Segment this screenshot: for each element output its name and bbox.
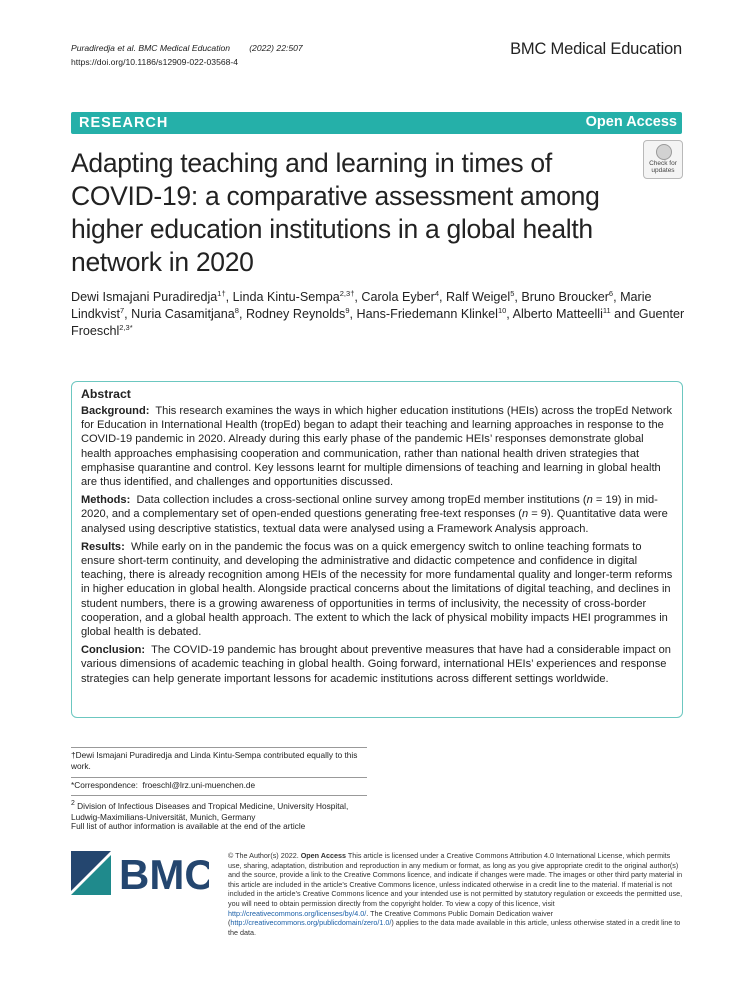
author-affiliation: 11 bbox=[602, 305, 611, 315]
author-name: Marie Lindkvist bbox=[71, 290, 652, 321]
abstract-heading: Abstract bbox=[81, 387, 131, 401]
article-type-banner bbox=[71, 112, 682, 134]
author-affiliation: 2,3* bbox=[119, 322, 133, 332]
footnote-divider bbox=[71, 777, 367, 778]
author-name: Ralf Weigel bbox=[446, 290, 511, 304]
affiliation-number: 2 bbox=[71, 800, 75, 807]
check-updates-icon bbox=[656, 144, 672, 160]
results-label: Results: bbox=[81, 540, 125, 553]
author-affiliation: 8 bbox=[234, 305, 239, 315]
methods-label: Methods: bbox=[81, 494, 131, 507]
check-updates-line1: Check for bbox=[649, 160, 677, 167]
license-text-b: . The Creative Commons Public Domain Dedication waiver ( bbox=[228, 908, 554, 928]
correspondence-label: *Correspondence: bbox=[71, 780, 138, 790]
contribution-footnote: †Dewi Ismajani Puradiredja and Linda Kintu-Sempa contributed equally to this work. bbox=[71, 750, 358, 771]
citation-year-volume: (2022) 22:507 bbox=[249, 43, 303, 53]
public-domain-link[interactable]: http://creativecommons.org/publicdomain/zero/1.0/ bbox=[230, 918, 392, 928]
check-updates-line2: updates bbox=[651, 167, 675, 174]
author-affiliation: 6 bbox=[608, 288, 614, 298]
copyright-text: © The Author(s) 2022. bbox=[228, 851, 299, 860]
author-name: Rodney Reynolds bbox=[245, 307, 346, 321]
conclusion-text: The COVID-19 pandemic has brought about preventive measures that have had a considerable impact on various dimensions of academic teaching in global health. Going forward, international HEIs’ experiences and response strategies can help generate important lessons for academic institutions across different settings worldwide. bbox=[81, 644, 671, 685]
license-link[interactable]: http://creativecommons.org/licenses/by/4.0/ bbox=[228, 908, 367, 918]
affiliation-footnote bbox=[71, 798, 361, 823]
author-affiliation: 4 bbox=[434, 288, 440, 298]
author-affiliation: 2,3† bbox=[339, 288, 355, 298]
check-for-updates-badge[interactable] bbox=[643, 140, 683, 179]
author-name: Nuria Casamitjana bbox=[131, 307, 235, 321]
background-label: Background: bbox=[81, 405, 150, 417]
methods-text: = 19) in mid-2020, and a complementary set of open-ended questions generating free-text responses ( bbox=[81, 494, 658, 521]
abstract-background bbox=[81, 404, 673, 489]
author-name: Alberto Matteelli bbox=[512, 307, 603, 321]
footnote-divider bbox=[71, 747, 367, 748]
results-text: While early on in the pandemic the focus was on a quick emergency switch to online teaching formats to ensure short-term continuity, and developing the administrative and didactic competence and confidence in digital teaching, there is already recognition among HEIs of the necessity for more fundamental quality and longer-term reforms in higher education in global health. Alongside practical concerns about the limitations of digital teaching, and declines in student numbers, there is a growing awareness of opportunities in terms of inclusivity, the necessity of cross-border cooperation, and a global health approach. The extent to which the lack of physical mobility impacts HEI programmes in global health is debated. bbox=[81, 540, 673, 639]
article-type-label: RESEARCH bbox=[79, 115, 169, 131]
author-name: Carola Eyber bbox=[361, 290, 435, 304]
citation-header bbox=[71, 41, 303, 69]
author-name: Guenter Froeschl bbox=[71, 307, 685, 338]
bmc-logo-graphic bbox=[71, 851, 209, 895]
abstract-methods bbox=[81, 493, 673, 536]
footnote-divider bbox=[71, 795, 367, 796]
license-text-c: ) applies to the data made available in this article, unless otherwise stated in a credit line to the data. bbox=[228, 918, 681, 937]
open-access-label: Open Access bbox=[585, 114, 677, 130]
author-info-note: Full list of author information is available at the end of the article bbox=[71, 821, 306, 831]
bmc-logo bbox=[71, 851, 209, 895]
affiliation-text: Division of Infectious Diseases and Tropical Medicine, University Hospital, Ludwig-Maximilians-Universität, Munich, Germany bbox=[71, 800, 349, 822]
license-oa-label: Open Access bbox=[300, 851, 346, 860]
abstract-box bbox=[71, 381, 683, 718]
background-text: This research examines the ways in which higher education institutions (HEIs) across the tropEd Network for Education in International Health (tropEd) began to adapt their teaching and learning approaches in response to the COVID-19 pandemic in 2020. Already during this early phase of the pandemic HEIs’ responses demonstrate global health approaches emphasising cooperation and communication, rather than national health driven strategies that emphasise quarantine and control. Key lessons learnt for multiple dimensions of teaching and learning in global health are thus identified, and challenges and opportunities discussed. bbox=[81, 405, 673, 489]
author-affiliation: 10 bbox=[497, 305, 507, 315]
conclusion-label: Conclusion: bbox=[81, 644, 146, 657]
correspondence-footnote bbox=[71, 780, 371, 791]
correspondence-email[interactable]: froeschl@lrz.uni-muenchen.de bbox=[142, 780, 256, 790]
author-name: Linda Kintu-Sempa bbox=[232, 290, 340, 304]
methods-n-symbol: n bbox=[586, 494, 593, 507]
author-name: Hans-Friedemann Klinkel bbox=[356, 307, 498, 321]
author-name: Dewi Ismajani Puradiredja bbox=[71, 290, 218, 304]
author-affiliation: 5 bbox=[510, 288, 515, 298]
author-affiliation: 7 bbox=[120, 305, 125, 315]
author-affiliation: 1† bbox=[217, 288, 226, 298]
author-name: Bruno Broucker bbox=[521, 290, 609, 304]
methods-text: = 9). Quantitative data were analysed using descriptive statistics, textual data were analysed using a Framework Analysis approach. bbox=[81, 508, 668, 535]
article-title: Adapting teaching and learning in times of COVID-19: a comparative assessment among higher education institutions in a global health network in 2020 bbox=[71, 148, 600, 277]
abstract-conclusion bbox=[81, 643, 673, 686]
doi-link[interactable]: https://doi.org/10.1186/s12909-022-03568-4 bbox=[71, 57, 239, 67]
license-text-a: This article is licensed under a Creative Commons Attribution 4.0 International License, which permits use, sharing, adaptation, distribution and reproduction in any medium or format, as long as you give appropriate credit to the original author(s) and the source, provide a link to the Creative Commons licence, and indicate if changes were made. The images or other third party material in this article are included in the article’s Creative Commons licence, unless indicated otherwise in a credit line to the material. If material is not included in the article’s Creative Commons licence and your intended use is not permitted by statutory regulation or exceeds the permitted use, you will need to obtain permission directly from the copyright holder. To view a copy of this licence, visit bbox=[228, 851, 683, 908]
journal-name: BMC Medical Education bbox=[510, 40, 682, 58]
abstract-results bbox=[81, 540, 673, 639]
author-list: Dewi Ismajani Puradiredja$^{1\dagger}$, Linda Kintu-Sempa$^{2,3\dagger}$, Carola Eyber$^4$, Ralf Weigel$^5$, Bruno Broucker$^6$, Marie Lindkvist$^7$, Nuria Casamitjana$^8$, Rodney Reynolds$^9$, Hans-Friedemann Klinkel$^{10}$, Alberto Matteelli$^{11}$ and Guenter Froeschl$^{2,3*}$ bbox=[71, 288, 685, 338]
logo-wordmark: BMC bbox=[119, 851, 209, 895]
methods-text: Data collection includes a cross-sectional online survey among tropEd member institutions ( bbox=[136, 494, 587, 507]
methods-n-symbol: n bbox=[521, 508, 529, 521]
license-text bbox=[228, 851, 684, 937]
author-affiliation: 9 bbox=[345, 305, 350, 315]
citation-authors-journal: Puradiredja et al. BMC Medical Education bbox=[71, 43, 231, 53]
